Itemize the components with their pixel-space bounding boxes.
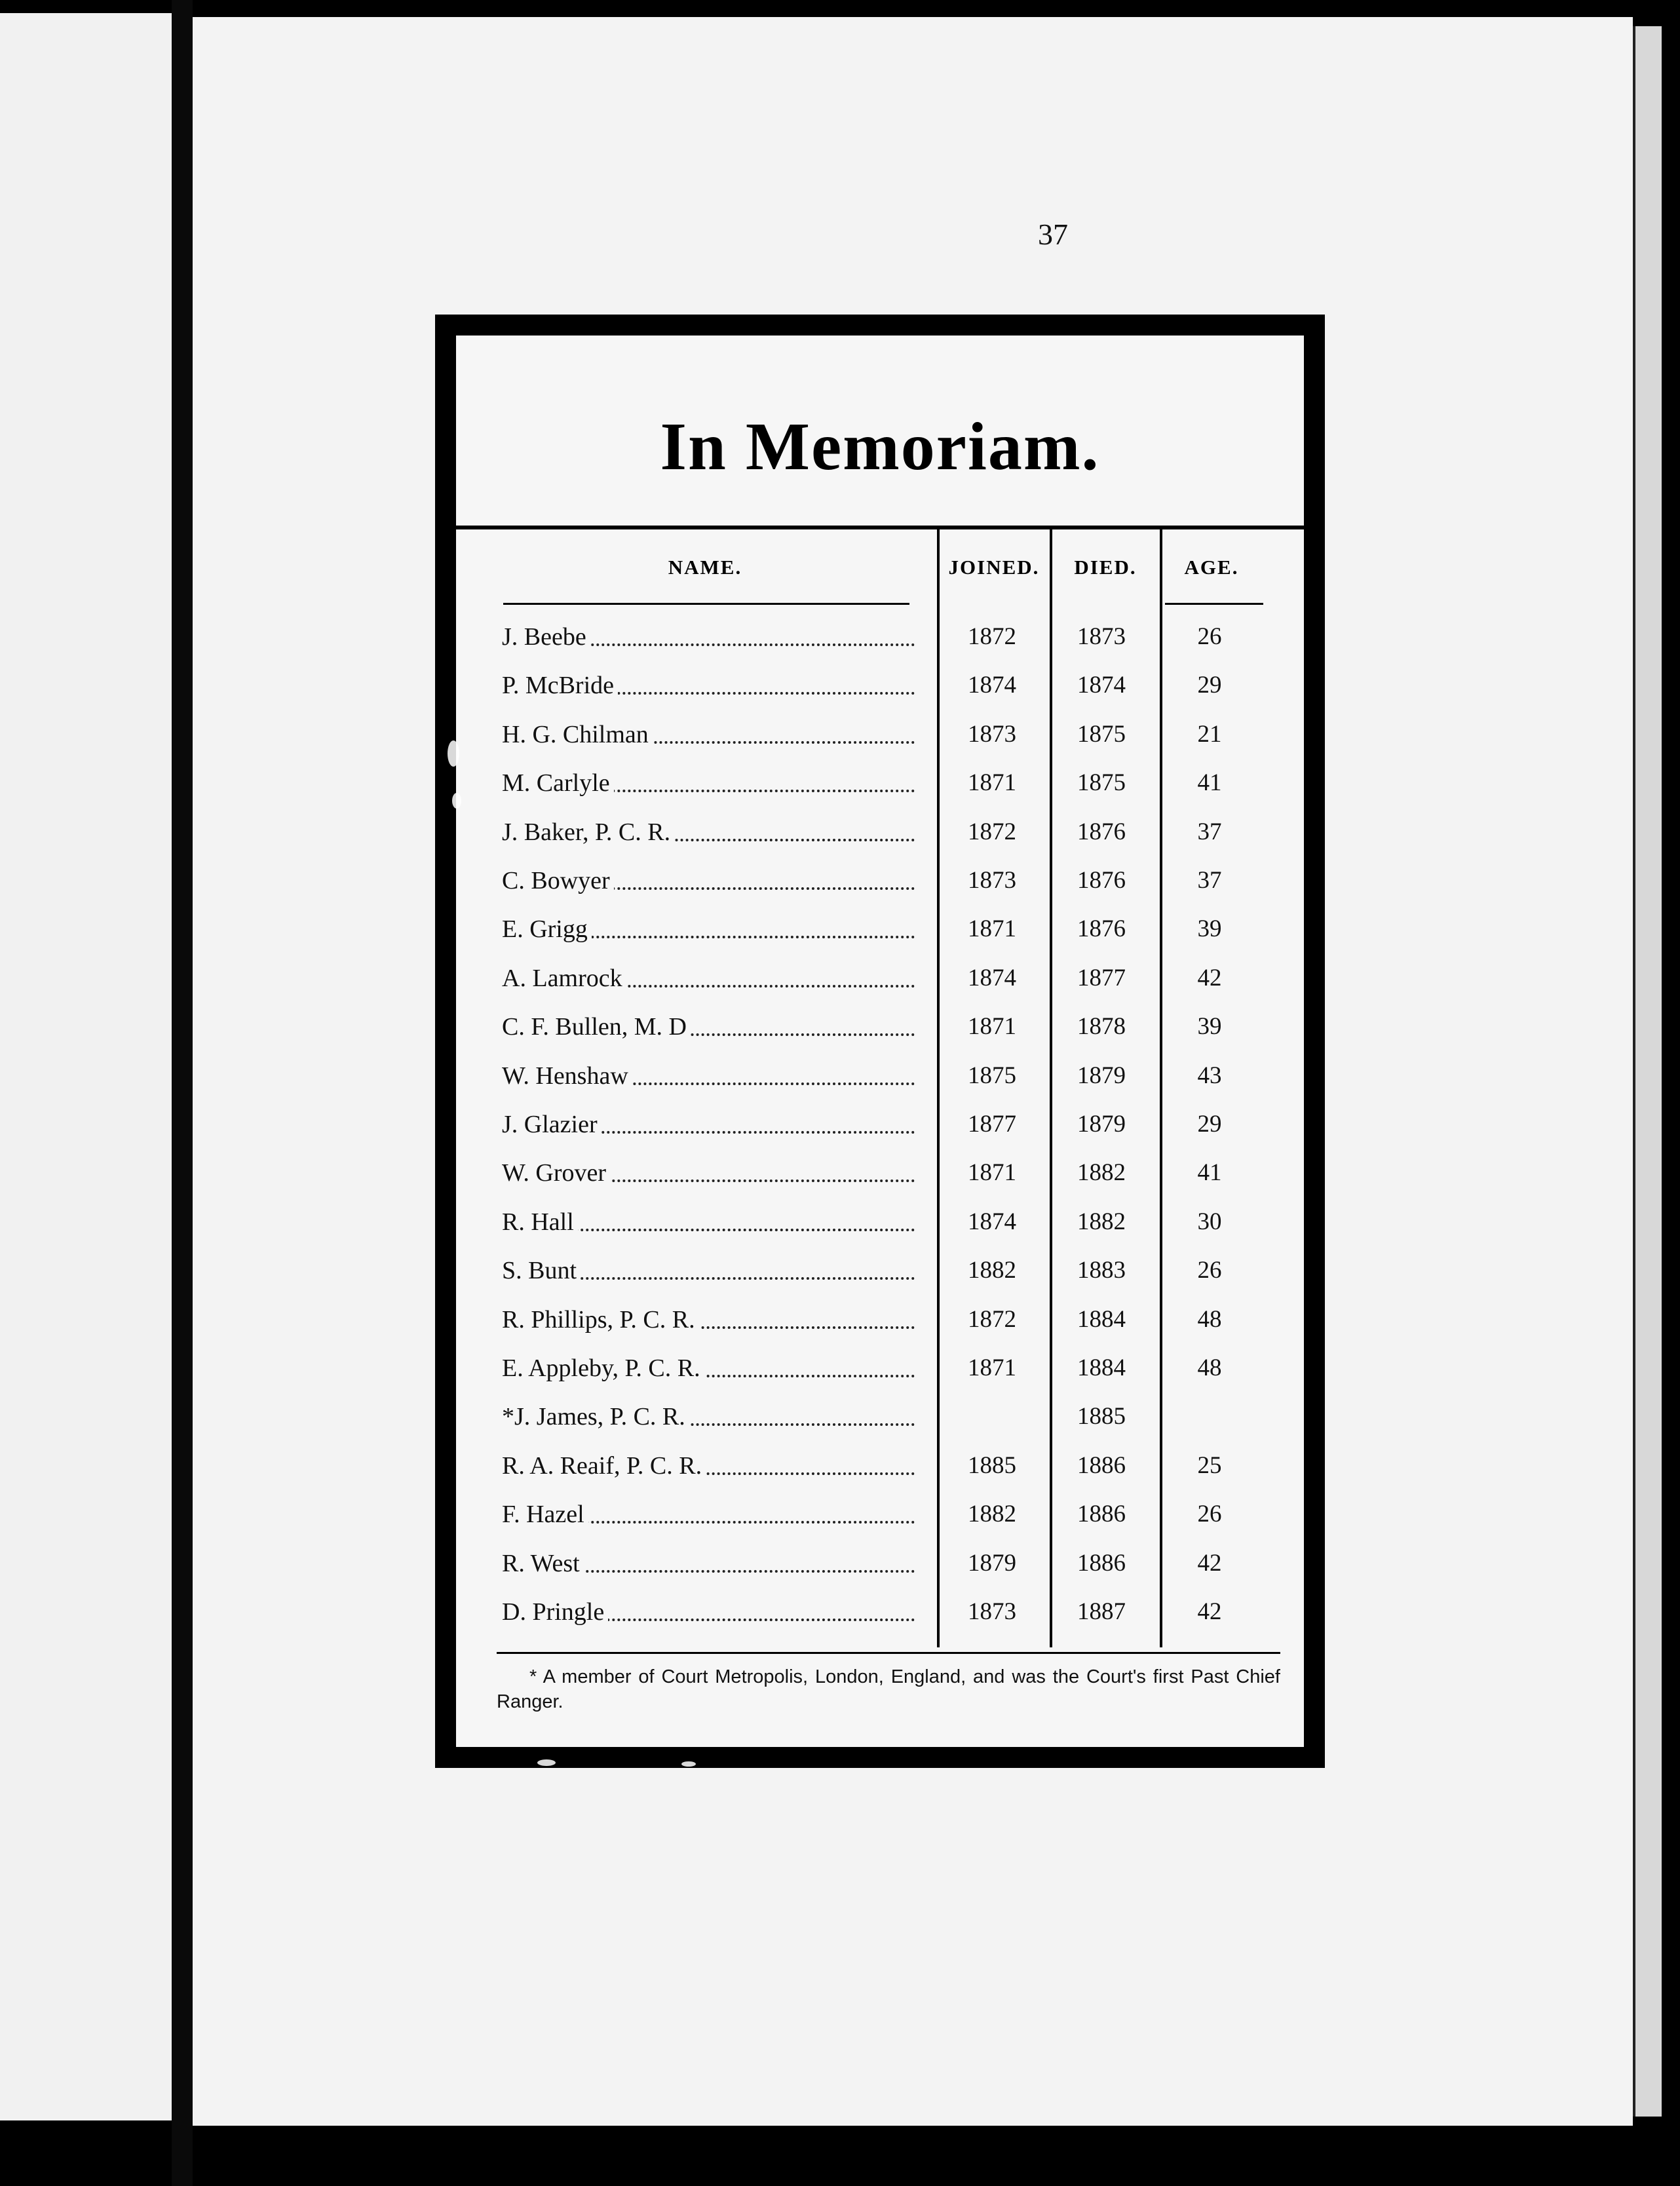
joined-year: 1872	[968, 623, 1016, 650]
table-row	[456, 1159, 1304, 1207]
header-rule-name	[503, 603, 909, 605]
joined-year: 1871	[968, 769, 1016, 797]
member-name	[502, 1208, 915, 1237]
died-year: 1876	[1077, 867, 1126, 894]
died-year: 1879	[1077, 1111, 1126, 1138]
joined-year: 1873	[968, 720, 1016, 748]
joined-year: 1871	[968, 1013, 1016, 1041]
book-gutter	[172, 0, 193, 2186]
age-at-death: 25	[1197, 1451, 1222, 1479]
table-row	[456, 1598, 1304, 1646]
died-year: 1886	[1077, 1451, 1126, 1479]
member-name	[502, 1159, 915, 1187]
joined-year: 1874	[968, 964, 1016, 991]
table-row	[456, 1305, 1304, 1354]
table-row	[456, 915, 1304, 963]
member-name	[502, 720, 915, 749]
age-at-death: 43	[1197, 1062, 1222, 1089]
memorial-title: In Memoriam.	[660, 409, 1100, 484]
member-name-text: H. G. Chilman	[502, 721, 653, 748]
scan-speck	[448, 740, 459, 767]
table-row	[456, 1012, 1304, 1061]
table-row	[456, 1256, 1304, 1305]
died-year: 1886	[1077, 1549, 1126, 1577]
member-name	[502, 818, 915, 847]
member-name-text: E. Appleby, P. C. R.	[502, 1354, 704, 1382]
age-at-death: 21	[1197, 720, 1222, 748]
page-number: 37	[1038, 218, 1068, 251]
age-at-death: 29	[1197, 672, 1222, 699]
facing-page	[0, 13, 176, 2120]
header-died: DIED.	[1074, 556, 1137, 579]
joined-year: 1874	[968, 1208, 1016, 1235]
joined-year: 1885	[968, 1451, 1016, 1479]
age-at-death: 29	[1197, 1111, 1222, 1138]
member-name-text: M. Carlyle	[502, 769, 614, 797]
table-row	[456, 1549, 1304, 1598]
table-row	[456, 818, 1304, 866]
died-year: 1875	[1077, 769, 1126, 797]
table-bottom-rule	[497, 1652, 1280, 1654]
age-at-death: 30	[1197, 1208, 1222, 1235]
table-row	[456, 1402, 1304, 1451]
title-rule	[456, 526, 1304, 529]
died-year: 1885	[1077, 1403, 1126, 1430]
member-name	[502, 1402, 915, 1431]
member-name-text: R. West	[502, 1550, 584, 1577]
member-name-text: A. Lamrock	[502, 965, 626, 992]
member-name	[502, 1012, 915, 1041]
died-year: 1873	[1077, 623, 1126, 650]
died-year: 1878	[1077, 1013, 1126, 1041]
age-at-death: 37	[1197, 818, 1222, 845]
table-row	[456, 1354, 1304, 1402]
member-name-text: R. Hall	[502, 1208, 578, 1236]
member-name-text: R. A. Reaif, P. C. R.	[502, 1452, 706, 1480]
died-year: 1876	[1077, 915, 1126, 943]
table-row	[456, 964, 1304, 1012]
joined-year: 1871	[968, 1159, 1016, 1187]
joined-year: 1871	[968, 915, 1016, 943]
member-name-text: F. Hazel	[502, 1501, 588, 1528]
age-at-death: 42	[1197, 1598, 1222, 1625]
member-name	[502, 623, 915, 651]
died-year: 1882	[1077, 1208, 1126, 1235]
member-name	[502, 866, 915, 895]
member-name	[502, 915, 915, 944]
joined-year: 1871	[968, 1354, 1016, 1381]
age-at-death: 26	[1197, 1257, 1222, 1284]
table-row	[456, 866, 1304, 915]
table-row	[456, 623, 1304, 671]
member-name-text: W. Henshaw	[502, 1062, 632, 1090]
footnote: * A member of Court Metropolis, London, England, and was the Court's first Past Chief Ranger.	[497, 1666, 1280, 1712]
member-name	[502, 1256, 915, 1285]
table-row	[456, 720, 1304, 769]
scan-speck	[681, 1761, 696, 1767]
died-year: 1874	[1077, 672, 1126, 699]
member-name	[502, 1110, 915, 1139]
age-at-death: 37	[1197, 867, 1222, 894]
member-name	[502, 1549, 915, 1578]
table-row	[456, 1208, 1304, 1256]
header-rule-age	[1165, 603, 1263, 605]
member-name	[502, 1451, 915, 1480]
header-name: NAME.	[668, 556, 742, 579]
member-name	[502, 1500, 915, 1529]
table-row	[456, 1451, 1304, 1500]
age-at-death: 26	[1197, 623, 1222, 650]
member-name-text: J. Beebe	[502, 623, 590, 651]
joined-year: 1877	[968, 1111, 1016, 1138]
memorial-card	[456, 336, 1304, 1747]
member-name	[502, 671, 915, 700]
member-name-text: C. Bowyer	[502, 867, 614, 894]
died-year: 1883	[1077, 1257, 1126, 1284]
age-at-death: 26	[1197, 1501, 1222, 1528]
joined-year: 1882	[968, 1501, 1016, 1528]
age-at-death: 41	[1197, 769, 1222, 797]
member-name-text: *J. James, P. C. R.	[502, 1403, 689, 1430]
died-year: 1879	[1077, 1062, 1126, 1089]
age-at-death: 48	[1197, 1305, 1222, 1333]
age-at-death: 41	[1197, 1159, 1222, 1187]
member-name-text: R. Phillips, P. C. R.	[502, 1306, 699, 1333]
age-at-death: 42	[1197, 1549, 1222, 1577]
joined-year: 1879	[968, 1549, 1016, 1577]
member-name-text: D. Pringle	[502, 1598, 608, 1626]
died-year: 1876	[1077, 818, 1126, 845]
member-name-text: E. Grigg	[502, 915, 592, 943]
header-joined: JOINED.	[948, 556, 1040, 579]
joined-year: 1882	[968, 1257, 1016, 1284]
table-row	[456, 1110, 1304, 1159]
died-year: 1877	[1077, 964, 1126, 991]
member-name	[502, 1598, 915, 1626]
died-year: 1884	[1077, 1305, 1126, 1333]
age-at-death: 39	[1197, 1013, 1222, 1041]
member-name-text: W. Grover	[502, 1159, 610, 1187]
died-year: 1875	[1077, 720, 1126, 748]
member-name-text: J. Baker, P. C. R.	[502, 818, 674, 846]
header-age: AGE.	[1184, 556, 1239, 579]
member-name	[502, 1062, 915, 1090]
member-name	[502, 1305, 915, 1334]
joined-year: 1873	[968, 1598, 1016, 1625]
member-name-text: S. Bunt	[502, 1257, 581, 1284]
memorial-frame	[435, 315, 1325, 1768]
age-at-death: 42	[1197, 964, 1222, 991]
table-row	[456, 671, 1304, 719]
died-year: 1886	[1077, 1501, 1126, 1528]
age-at-death: 48	[1197, 1354, 1222, 1381]
joined-year: 1875	[968, 1062, 1016, 1089]
member-name	[502, 964, 915, 993]
scan-speck	[452, 793, 461, 809]
joined-year: 1873	[968, 867, 1016, 894]
scan-speck	[537, 1759, 556, 1766]
member-name-text: C. F. Bullen, M. D	[502, 1013, 691, 1041]
table-row	[456, 1062, 1304, 1110]
died-year: 1882	[1077, 1159, 1126, 1187]
table-row	[456, 769, 1304, 817]
member-name	[502, 1354, 915, 1383]
died-year: 1887	[1077, 1598, 1126, 1625]
table-row	[456, 1500, 1304, 1548]
joined-year: 1872	[968, 818, 1016, 845]
joined-year: 1872	[968, 1305, 1016, 1333]
member-name-text: P. McBride	[502, 672, 618, 699]
joined-year: 1874	[968, 672, 1016, 699]
died-year: 1884	[1077, 1354, 1126, 1381]
age-at-death: 39	[1197, 915, 1222, 943]
member-name-text: J. Glazier	[502, 1111, 601, 1138]
member-name	[502, 769, 915, 797]
page-edge	[1633, 26, 1662, 2117]
